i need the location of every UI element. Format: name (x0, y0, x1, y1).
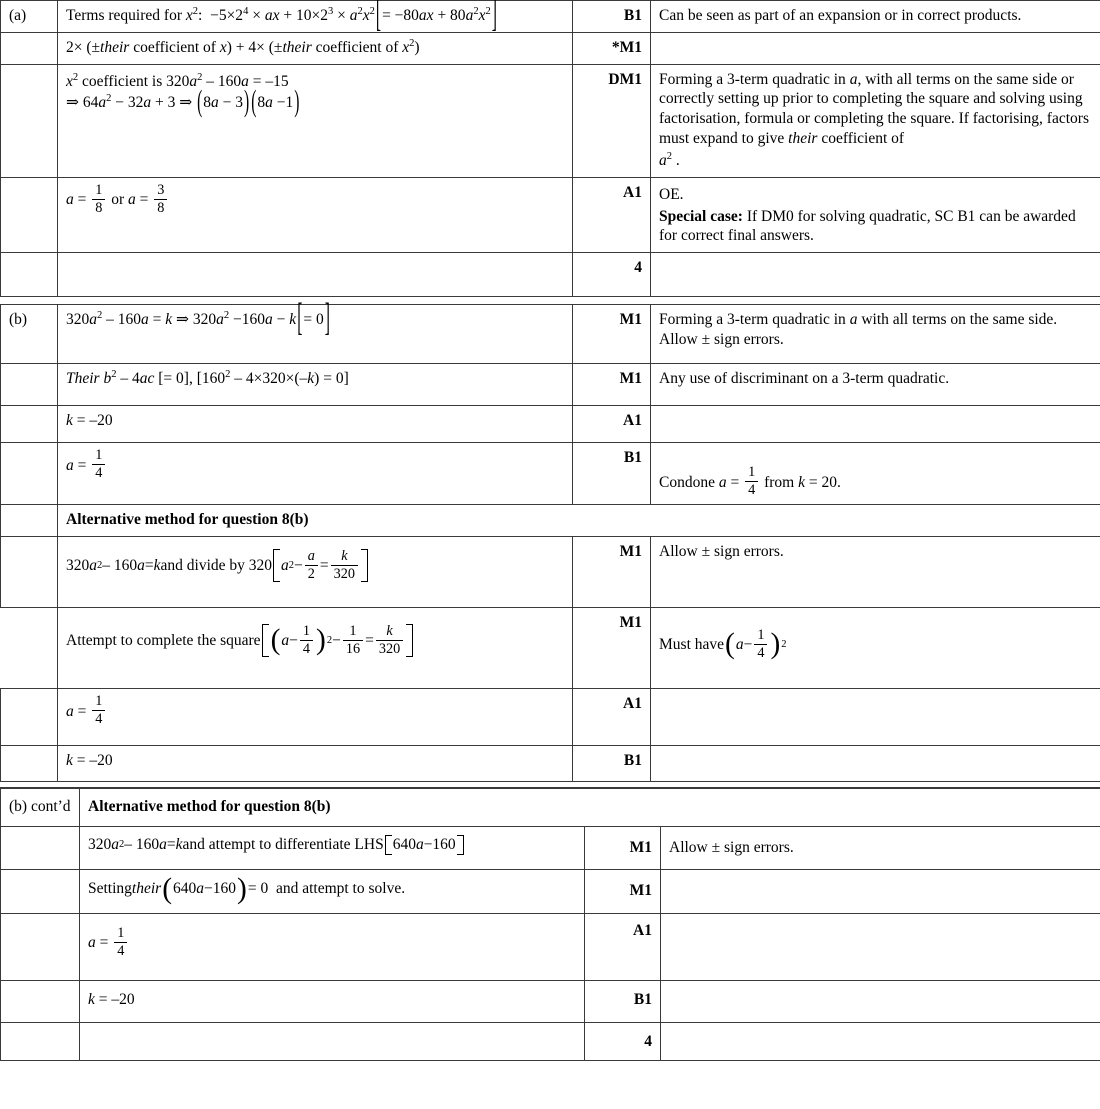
scheme-text-b2: Their $b^2 - 4ac$ [= 0], $[160^2 - 4\times 320\times(-k) = 0]$ (66, 369, 349, 388)
scheme-cell-b3 (58, 406, 573, 443)
notes-text-b1: Forming a 3-term quadratic in a with all terms on the same side. Allow ± sign errors. (659, 311, 1058, 349)
notes-cell-b-alt4 (651, 746, 1100, 782)
table-row (1, 689, 1100, 746)
marks-cell-b1: M1 (573, 305, 651, 364)
scheme-cell-bc3 (80, 913, 585, 980)
scheme-text-b-alt1: 320 a 2 – 160 a = k and divide by 320 a 2 − $\frac{a}{2}$ = $\frac{k}{320}$ (66, 549, 369, 582)
notes-cell-b-alt1: Allow ± sign errors. (651, 537, 1100, 608)
marks-cell-bc4: B1 (585, 980, 661, 1022)
marks-cell-a2: *M1 (573, 32, 651, 64)
marks-cell-bc-total: 4 (585, 1022, 661, 1060)
notes-cell-a1: Can be seen as part of an expansion or in correct products. (651, 1, 1100, 33)
scheme-cell-b1 (58, 297, 573, 364)
table-row (1, 826, 1100, 869)
scheme-text-b1: $320a^2 - 160a = k$ ⇒ $320a^2 -160a - k[= 0]$ (66, 297, 330, 341)
marks-cell-bc3: A1 (585, 913, 661, 980)
question-label-spacer (1, 177, 58, 252)
question-label-spacer (1, 608, 58, 689)
table-row (1, 177, 1100, 252)
question-label-spacer (1, 406, 58, 443)
table-row-total (1, 253, 1100, 297)
scheme-cell-a4 (58, 177, 573, 252)
question-label-spacer (1, 980, 80, 1022)
notes-cell-b3 (651, 406, 1100, 443)
question-label-spacer (1, 913, 80, 980)
question-label-spacer (1, 253, 58, 297)
question-label-spacer (1, 443, 58, 505)
question-label-spacer (1, 689, 58, 746)
marks-cell-b-alt4: B1 (573, 746, 651, 782)
notes-cell-bc3 (661, 913, 1100, 980)
marks-cell-bc1: M1 (585, 826, 661, 869)
table-row-alt-heading (1, 789, 1100, 827)
question-label-spacer (1, 869, 80, 913)
scheme-text-a1: Terms required for $x^2$: $-5\times 2^4$ × ax + $10\times 2^3 \times a^2x^2[= -80ax + 80a^2x^2]$ (66, 0, 497, 37)
table-row (1, 32, 1100, 64)
marks-cell-a3: DM1 (573, 64, 651, 177)
table-row (1, 913, 1100, 980)
scheme-cell-b-alt4 (58, 746, 573, 782)
table-row-total (1, 1022, 1100, 1060)
scheme-cell-b-alt1 (58, 537, 573, 608)
notes-cell-bc4 (661, 980, 1100, 1022)
scheme-cell-b4 (58, 443, 573, 505)
scheme-text-bc4: k = –20 (88, 990, 135, 1008)
table-row (1, 608, 1100, 689)
scheme-text-a2: 2× (±their coefficient of x) + 4× (±their coefficient of $x^2$) (66, 37, 420, 56)
notes-cell-b1 (651, 305, 1100, 364)
question-label-spacer (1, 505, 58, 537)
scheme-text-bc2: Setting their ( 640 a −160 ) = 0 and attempt to solve. (88, 873, 406, 906)
scheme-cell-bc2 (80, 869, 585, 913)
scheme-text-b-alt3: a = $\frac{1}{4}$ (66, 703, 107, 720)
table-row (1, 443, 1100, 505)
question-label-spacer (1, 1022, 80, 1060)
question-label-a: (a) (1, 1, 58, 33)
marks-cell-b4: B1 (573, 443, 651, 505)
notes-cell-b-alt2 (651, 608, 1100, 689)
table-row (1, 869, 1100, 913)
marks-cell-a-total: 4 (573, 253, 651, 297)
notes-text-b4: Condone a = $\frac{1}{4}$ from k = 20. (659, 464, 841, 499)
scheme-cell-bc1 (80, 826, 585, 869)
scheme-text-b-alt4: k = –20 (66, 752, 113, 770)
table-row (1, 406, 1100, 443)
scheme-text-a4: a = $\frac{1}{8}$ or a = $\frac{3}{8}$ (66, 191, 169, 208)
notes-text-b-alt2: Must have ( a − $\frac{1}{4}$ ) 2 (659, 627, 787, 662)
question-label-spacer (1, 64, 58, 177)
marks-cell-b2: M1 (573, 364, 651, 406)
special-case-label: Special case: (659, 207, 743, 225)
notes-text-a3: Forming a 3-term quadratic in a, with all terms on the same side or correctly setting up prior to completing the square and solving using factorisation, formula or completing the square. If factorising, factors must expand to give their coefficient of (659, 70, 1089, 148)
marks-cell-a1: B1 (573, 1, 651, 33)
marks-cell-bc2: M1 (585, 869, 661, 913)
scheme-text-a3-line2: ⇒ $64a^2 - 32a + 3$ ⇒ (8a − 3) (8a −1) (66, 85, 300, 120)
scheme-cell-b2 (58, 364, 573, 406)
question-label-spacer (1, 746, 58, 782)
notes-text-a4-oe: OE. (659, 185, 684, 203)
scheme-cell-bc4 (80, 980, 585, 1022)
table-row (1, 746, 1100, 782)
notes-cell-bc-total (661, 1022, 1100, 1060)
scheme-cell-a3 (58, 64, 573, 177)
question-label-spacer (1, 32, 58, 64)
table-row (1, 364, 1100, 406)
scheme-cell-a1 (58, 0, 573, 37)
marks-cell-b-alt1: M1 (573, 537, 651, 608)
alt-method-heading-b: Alternative method for question 8(b) (58, 505, 1100, 537)
mark-scheme-table-part-b-contd (0, 788, 1100, 1061)
scheme-text-b4: a = $\frac{1}{4}$ (66, 457, 107, 474)
table-row (1, 537, 1100, 608)
notes-text-a4-special (659, 207, 1092, 247)
marks-cell-b3: A1 (573, 406, 651, 443)
notes-cell-a2 (651, 32, 1100, 64)
scheme-text-b-alt2: Attempt to complete the square ( a − $\frac{1}{4}$ ) 2 − $\frac{1}{16}$ = $\frac{k}{320}$ (66, 624, 414, 657)
special-case-text: If DM0 for solving quadratic, SC B1 can be awarded for correct final answers. (659, 207, 1076, 245)
notes-cell-bc2 (661, 869, 1100, 913)
notes-cell-b4 (651, 443, 1100, 505)
notes-text-a3-symbol: $a^2$ . (659, 150, 680, 169)
question-label-spacer (1, 364, 58, 406)
marks-cell-a4: A1 (573, 177, 651, 252)
table-row (1, 305, 1100, 364)
question-label-b: (b) (1, 305, 58, 364)
scheme-cell-a-total (58, 253, 573, 297)
alt-method-heading-b-contd: Alternative method for question 8(b) (80, 789, 1100, 827)
scheme-text-bc1: 320 a 2 – 160 a = k and attempt to differentiate LHS 640 a −160 (88, 835, 465, 855)
mark-scheme-table-part-b (0, 297, 1100, 782)
table-row (1, 64, 1100, 177)
notes-cell-a4 (651, 177, 1100, 252)
mark-scheme-table-part-a-b (0, 0, 1100, 297)
table-row (1, 980, 1100, 1022)
scheme-cell-b-alt2 (58, 608, 573, 689)
scheme-text-bc3: a = $\frac{1}{4}$ (88, 934, 129, 951)
notes-cell-b2: Any use of discriminant on a 3-term quadratic. (651, 364, 1100, 406)
marks-cell-b-alt2: M1 (573, 608, 651, 689)
scheme-text-b3: k = –20 (66, 412, 113, 430)
notes-cell-bc1: Allow ± sign errors. (661, 826, 1100, 869)
table-section-divider (0, 297, 1100, 304)
scheme-cell-b-alt3 (58, 689, 573, 746)
question-label-spacer (1, 537, 58, 608)
scheme-cell-bc-total (80, 1022, 585, 1060)
question-label-spacer (1, 826, 80, 869)
marks-cell-b-alt3: A1 (573, 689, 651, 746)
table-row-alt-heading (1, 505, 1100, 537)
notes-cell-a3 (651, 64, 1100, 177)
scheme-text-a3-line1: $x^2$ coefficient is $320a^2 - 160a = -15$ (66, 71, 289, 90)
question-label-b-contd: (b) cont’d (1, 789, 80, 827)
notes-cell-a-total (651, 253, 1100, 297)
table-row (1, 1, 1100, 33)
notes-cell-b-alt3 (651, 689, 1100, 746)
